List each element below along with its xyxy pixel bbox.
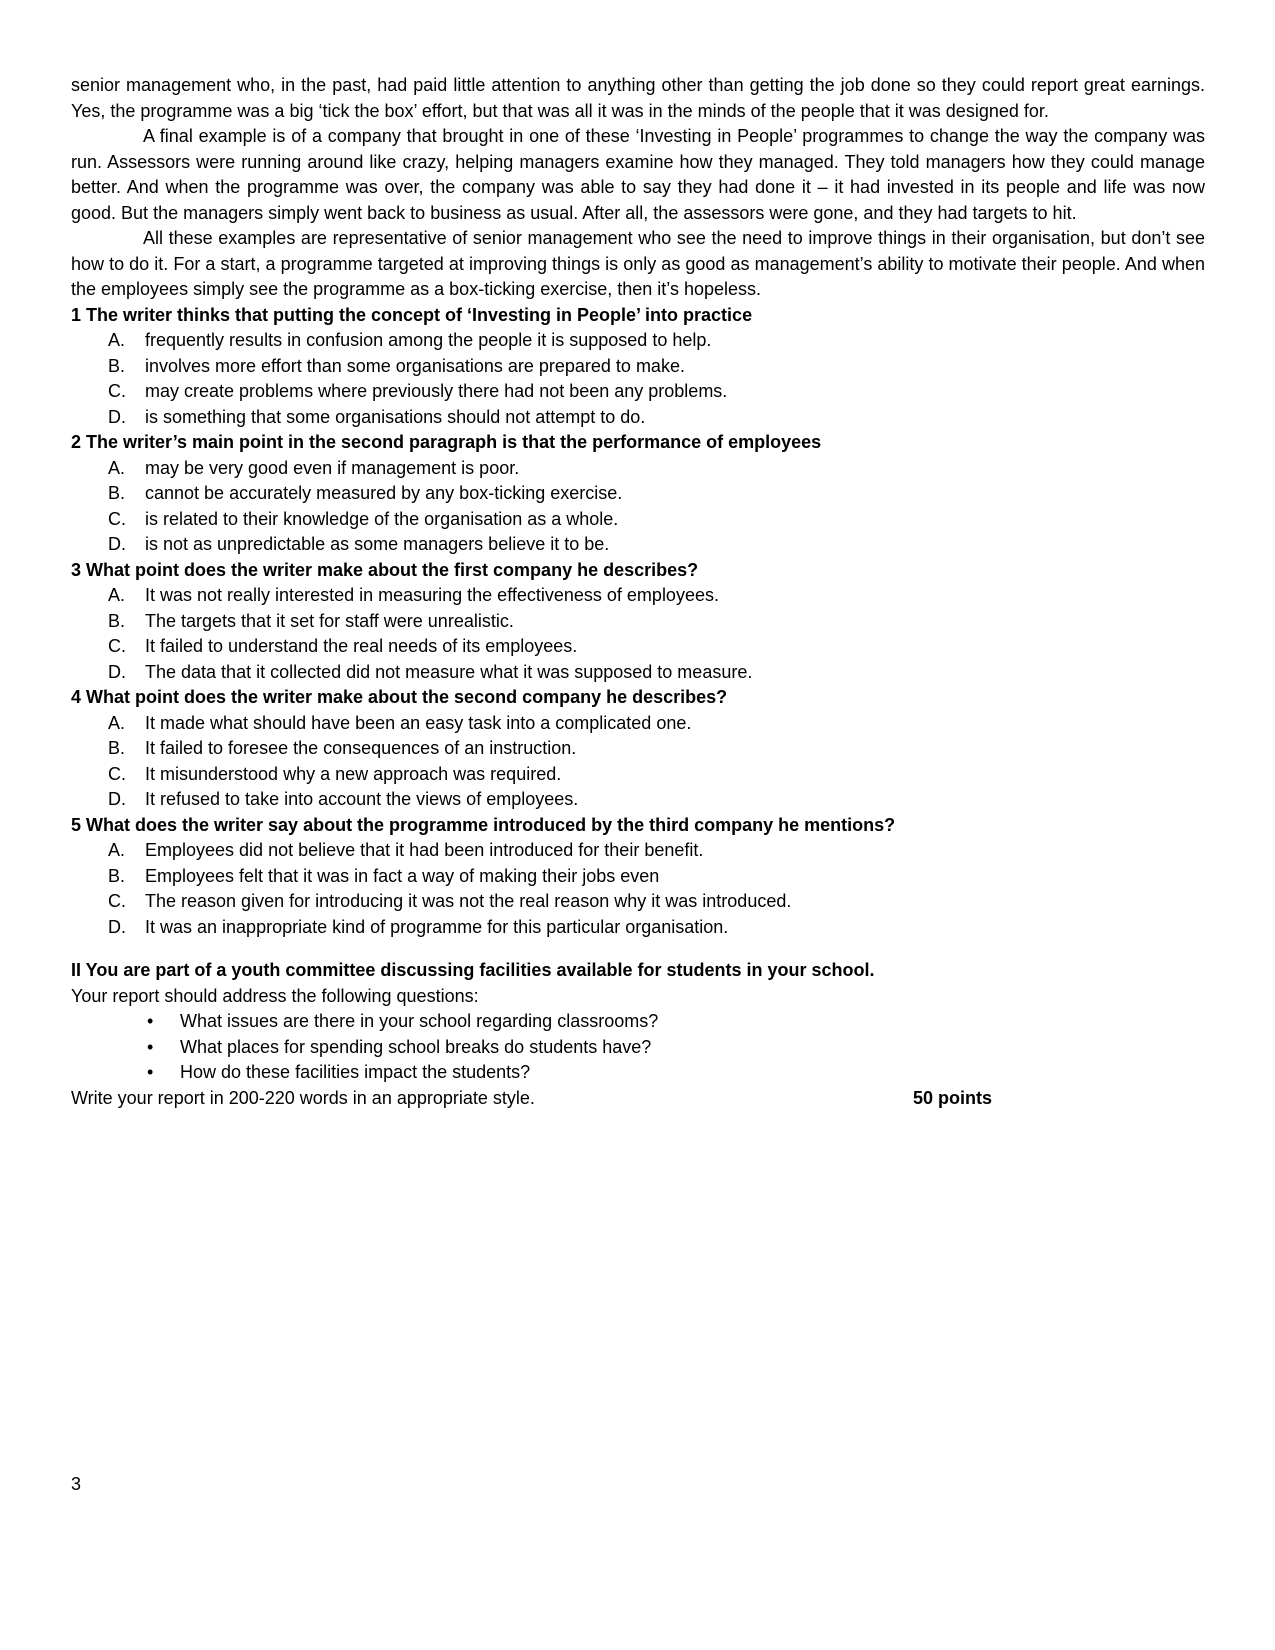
option-letter: D. bbox=[108, 406, 126, 427]
question-3-stem: 3 What point does the writer make about the first company he describes? bbox=[71, 559, 699, 580]
task2-instruction-line bbox=[71, 1086, 1205, 1112]
question-3-option-a bbox=[71, 583, 1205, 609]
question-1-stem: 1 The writer thinks that putting the concept of ‘Investing in People’ into practice bbox=[71, 304, 753, 325]
option-letter: A. bbox=[108, 712, 126, 733]
option-text: It was not really interested in measuring the effectiveness of employees. bbox=[145, 585, 719, 605]
option-text: frequently results in confusion among the people it is supposed to help. bbox=[145, 330, 712, 350]
option-text: may be very good even if management is poor. bbox=[145, 457, 520, 478]
option-letter: C. bbox=[108, 891, 126, 911]
task2-bullet-2 bbox=[71, 1035, 1205, 1061]
question-3 bbox=[71, 558, 1205, 686]
question-2-option-a bbox=[71, 456, 1205, 482]
bullet-icon: • bbox=[147, 1036, 154, 1057]
page-number: 3 bbox=[71, 1474, 82, 1494]
question-3-option-d bbox=[71, 660, 1205, 686]
question-4-stem: 4 What point does the writer make about the second company he describes? bbox=[71, 687, 728, 707]
question-1-option-c bbox=[71, 379, 1205, 405]
question-5-option-d bbox=[71, 915, 1205, 941]
option-text: It refused to take into account the views of employees. bbox=[145, 789, 579, 809]
task2-instruction: Write your report in 200-220 words in an appropriate style. bbox=[71, 1087, 535, 1108]
task2-bullet-3 bbox=[71, 1060, 1205, 1086]
option-text: involves more effort than some organisations are prepared to make. bbox=[145, 355, 685, 376]
bullet-text: What issues are there in your school regarding classrooms? bbox=[180, 1011, 659, 1031]
option-text: It misunderstood why a new approach was required. bbox=[145, 763, 562, 784]
bullet-icon: • bbox=[147, 1011, 154, 1031]
option-text: It made what should have been an easy task into a complicated one. bbox=[145, 712, 692, 733]
option-letter: B. bbox=[108, 355, 126, 376]
passage-paragraph-1: senior management who, in the past, had paid little attention to anything other than getting the job done so they could report great earnings. Yes, the programme was a big ‘tick the box’ effort, but that was all it was in the minds of the people that it was designed for. bbox=[71, 75, 1205, 121]
option-letter: D. bbox=[108, 534, 126, 554]
question-5-stem: 5 What does the writer say about the programme introduced by the third company he mentions? bbox=[71, 814, 896, 835]
question-2-stem: 2 The writer’s main point in the second paragraph is that the performance of employees bbox=[71, 432, 822, 452]
option-letter: B. bbox=[108, 865, 126, 886]
question-1-option-d bbox=[71, 405, 1205, 431]
question-5-option-c bbox=[71, 889, 1205, 915]
option-letter: C. bbox=[108, 381, 126, 401]
task2-heading: II You are part of a youth committee discussing facilities available for students in your school. bbox=[71, 960, 875, 980]
task2-intro: Your report should address the following questions: bbox=[71, 985, 479, 1006]
question-3-option-b bbox=[71, 609, 1205, 635]
option-text: may create problems where previously there had not been any problems. bbox=[145, 381, 728, 401]
option-text: is not as unpredictable as some managers believe it to be. bbox=[145, 534, 610, 554]
option-letter: D. bbox=[108, 661, 126, 682]
bullet-icon: • bbox=[147, 1062, 154, 1082]
question-4-option-b bbox=[71, 736, 1205, 762]
option-text: cannot be accurately measured by any box-ticking exercise. bbox=[145, 483, 623, 503]
option-letter: C. bbox=[108, 636, 126, 656]
option-text: The data that it collected did not measure what it was supposed to measure. bbox=[145, 661, 753, 682]
option-letter: C. bbox=[108, 508, 126, 529]
option-letter: A. bbox=[108, 585, 126, 605]
task2-bullet-1 bbox=[71, 1009, 1205, 1035]
passage-paragraph-3: All these examples are representative of senior management who see the need to improve things in their organisation, but don’t see how to do it. For a start, a programme targeted at improving things is only as good as management’s ability to motivate their people. And when the employees simply see the programme as a box-ticking exercise, then it’s hopeless. bbox=[71, 228, 1205, 299]
blank-line bbox=[71, 940, 1205, 958]
question-5 bbox=[71, 813, 1205, 941]
bullet-text: How do these facilities impact the students? bbox=[180, 1062, 531, 1082]
question-1-option-a bbox=[71, 328, 1205, 354]
points-badge: 50 points bbox=[912, 1087, 992, 1108]
question-2-option-d bbox=[71, 532, 1205, 558]
option-letter: A. bbox=[108, 840, 126, 860]
passage-paragraph-2: A final example is of a company that brought in one of these ‘Investing in People’ programmes to change the way the company was run. Assessors were running around like crazy, helping managers examine how they managed. They told managers how they could manage better. And when the programme was over, the company was able to say they had done it – it had invested in its people and life was now good. But the managers simply went back to business as usual. After all, the assessors were gone, and they had targets to hit. bbox=[71, 126, 1205, 223]
option-text: It was an inappropriate kind of programme for this particular organisation. bbox=[145, 916, 729, 937]
option-letter: C. bbox=[108, 763, 126, 784]
option-letter: A. bbox=[108, 330, 126, 350]
question-4 bbox=[71, 685, 1205, 813]
question-3-option-c bbox=[71, 634, 1205, 660]
question-4-option-c bbox=[71, 762, 1205, 788]
bullet-text: What places for spending school breaks do students have? bbox=[180, 1036, 652, 1057]
option-text: The reason given for introducing it was not the real reason why it was introduced. bbox=[145, 891, 792, 911]
question-5-option-a bbox=[71, 838, 1205, 864]
option-letter: D. bbox=[108, 916, 126, 937]
question-4-option-d bbox=[71, 787, 1205, 813]
option-text: is related to their knowledge of the organisation as a whole. bbox=[145, 508, 619, 529]
question-2-option-b bbox=[71, 481, 1205, 507]
option-text: It failed to understand the real needs of its employees. bbox=[145, 636, 578, 656]
option-text: is something that some organisations should not attempt to do. bbox=[145, 406, 646, 427]
option-text: Employees did not believe that it had been introduced for their benefit. bbox=[145, 840, 704, 860]
option-text: It failed to foresee the consequences of an instruction. bbox=[145, 738, 577, 758]
option-letter: D. bbox=[108, 789, 126, 809]
question-5-option-b bbox=[71, 864, 1205, 890]
option-letter: B. bbox=[108, 738, 126, 758]
question-2-option-c bbox=[71, 507, 1205, 533]
option-letter: B. bbox=[108, 483, 126, 503]
option-text: Employees felt that it was in fact a way of making their jobs even bbox=[145, 865, 660, 886]
question-1 bbox=[71, 303, 1205, 431]
option-letter: B. bbox=[108, 610, 126, 631]
question-4-option-a bbox=[71, 711, 1205, 737]
option-letter: A. bbox=[108, 457, 126, 478]
option-text: The targets that it set for staff were unrealistic. bbox=[145, 610, 514, 631]
question-2 bbox=[71, 430, 1205, 558]
question-1-option-b bbox=[71, 354, 1205, 380]
